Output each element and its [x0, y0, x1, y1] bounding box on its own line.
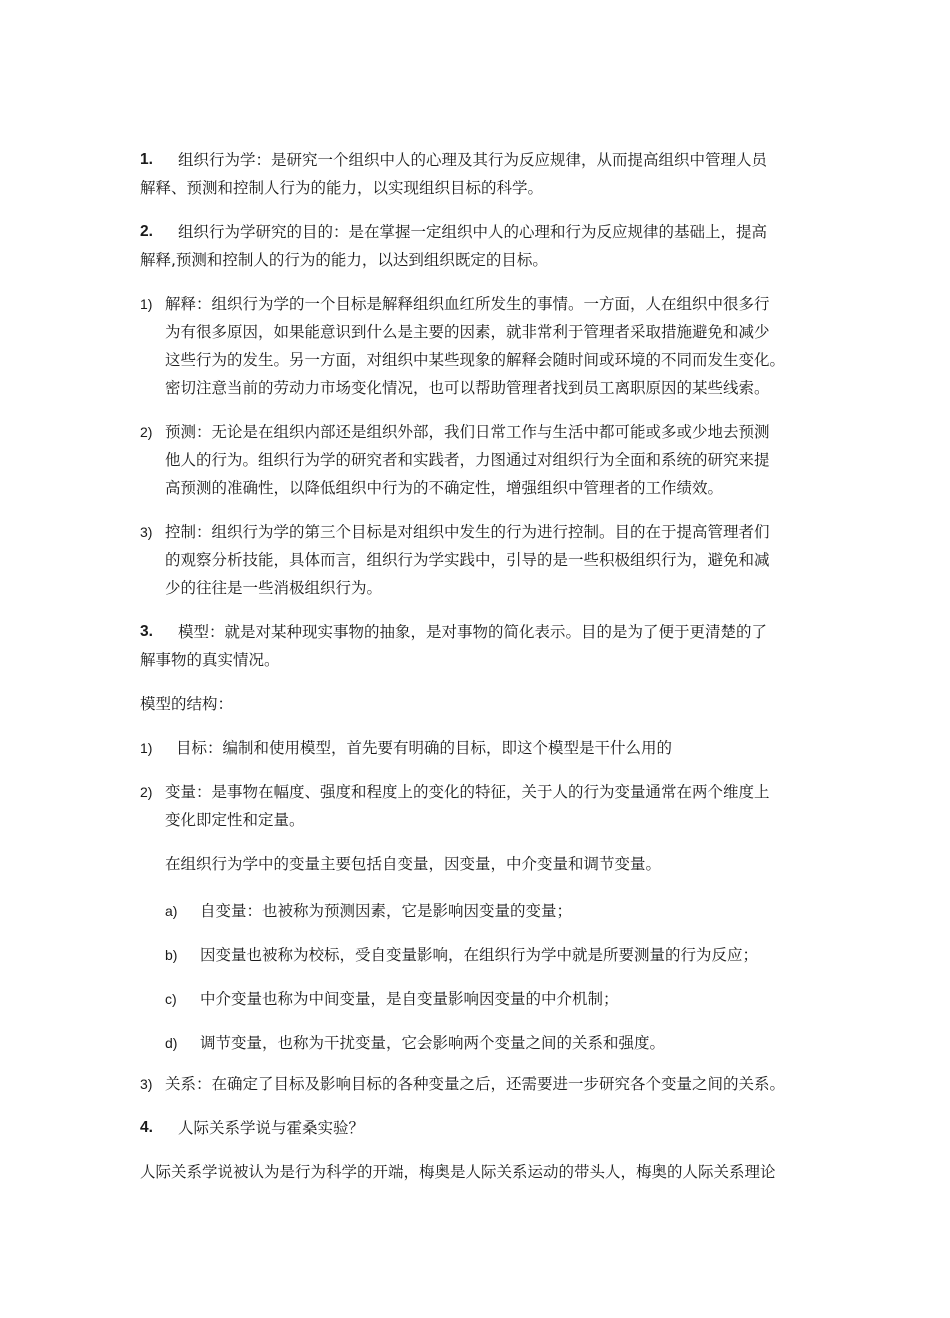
- item-text-line: 解释,预测和控制人的行为的能力，以达到组织既定的目标。: [140, 251, 548, 269]
- sub-item-number: 2): [140, 424, 153, 440]
- item-text-line: 变化即定性和定量。: [165, 811, 305, 829]
- alpha-item-text: 调节变量，也称为干扰变量，它会影响两个变量之间的关系和强度。: [200, 1034, 666, 1052]
- item-text-line: 少的往往是一些消极组织行为。: [165, 579, 383, 597]
- item-text-line: 解释、预测和控制人行为的能力，以实现组织目标的科学。: [140, 179, 544, 197]
- alpha-item-number: a): [165, 903, 178, 919]
- item-text-line: 高预测的准确性，以降低组织中行为的不确定性，增强组织中管理者的工作绩效。: [165, 479, 724, 497]
- item-text-line: 密切注意当前的劳动力市场变化情况，也可以帮助管理者找到员工离职原因的某些线索。: [165, 379, 770, 397]
- item-text-line: 变量：是事物在幅度、强度和程度上的变化的特征，关于人的行为变量通常在两个维度上: [165, 783, 770, 801]
- item-text-line: 组织行为学：是研究一个组织中人的心理及其行为反应规律，从而提高组织中管理人员: [178, 151, 768, 169]
- item-number: 3.: [140, 623, 153, 640]
- paragraph-text: 人际关系学说被认为是行为科学的开端，梅奥是人际关系运动的带头人，梅奥的人际关系理论: [140, 1163, 776, 1181]
- alpha-item-text: 因变量也被称为校标，受自变量影响，在组织行为学中就是所要测量的行为反应；: [200, 946, 759, 964]
- item-text-line: 解释：组织行为学的一个目标是解释组织血红所发生的事情。一方面，人在组织中很多行: [165, 295, 770, 313]
- item-text-line: 人际关系学说与霍桑实验？: [178, 1119, 365, 1137]
- sub-item-number: 1): [140, 296, 153, 312]
- alpha-item-text: 中介变量也称为中间变量，是自变量影响因变量的中介机制；: [200, 990, 619, 1008]
- alpha-item-text: 自变量：也被称为预测因素，它是影响因变量的变量；: [200, 902, 573, 920]
- item-text-line: 组织行为学研究的目的：是在掌握一定组织中人的心理和行为反应规律的基础上，提高: [178, 223, 768, 241]
- sub-item-number: 1): [140, 740, 153, 756]
- item-text-line: 模型：就是对某种现实事物的抽象，是对事物的简化表示。目的是为了便于更清楚的了: [178, 623, 768, 641]
- sub-item-number: 3): [140, 1076, 153, 1092]
- item-text-line: 解事物的真实情况。: [140, 651, 280, 669]
- item-text-line: 预测：无论是在组织内部还是组织外部，我们日常工作与生活中都可能或多或少地去预测: [165, 423, 770, 441]
- alpha-item-number: d): [165, 1035, 178, 1051]
- alpha-item-number: b): [165, 947, 178, 963]
- sub-item-number: 3): [140, 524, 153, 540]
- item-number: 4.: [140, 1119, 153, 1136]
- paragraph-text: 在组织行为学中的变量主要包括自变量，因变量，中介变量和调节变量。: [165, 855, 662, 873]
- item-text-line: 目标：编制和使用模型，首先要有明确的目标，即这个模型是干什么用的: [176, 739, 673, 757]
- item-text-line: 关系：在确定了目标及影响目标的各种变量之后，还需要进一步研究各个变量之间的关系。: [165, 1075, 786, 1093]
- paragraph-text: 模型的结构：: [140, 695, 234, 713]
- item-text-line: 的观察分析技能，具体而言，组织行为学实践中，引导的是一些积极组织行为，避免和减: [165, 551, 770, 569]
- item-text-line: 为有很多原因，如果能意识到什么是主要的因素，就非常利于管理者采取措施避免和减少: [165, 323, 770, 341]
- item-number: 2.: [140, 223, 153, 240]
- item-text-line: 这些行为的发生。另一方面，对组织中某些现象的解释会随时间或环境的不同而发生变化。: [165, 351, 786, 369]
- sub-item-number: 2): [140, 784, 153, 800]
- item-text-line: 他人的行为。组织行为学的研究者和实践者，力图通过对组织行为全面和系统的研究来提: [165, 451, 770, 469]
- item-number: 1.: [140, 151, 153, 168]
- alpha-item-number: c): [165, 991, 177, 1007]
- item-text-line: 控制：组织行为学的第三个目标是对组织中发生的行为进行控制。目的在于提高管理者们: [165, 523, 770, 541]
